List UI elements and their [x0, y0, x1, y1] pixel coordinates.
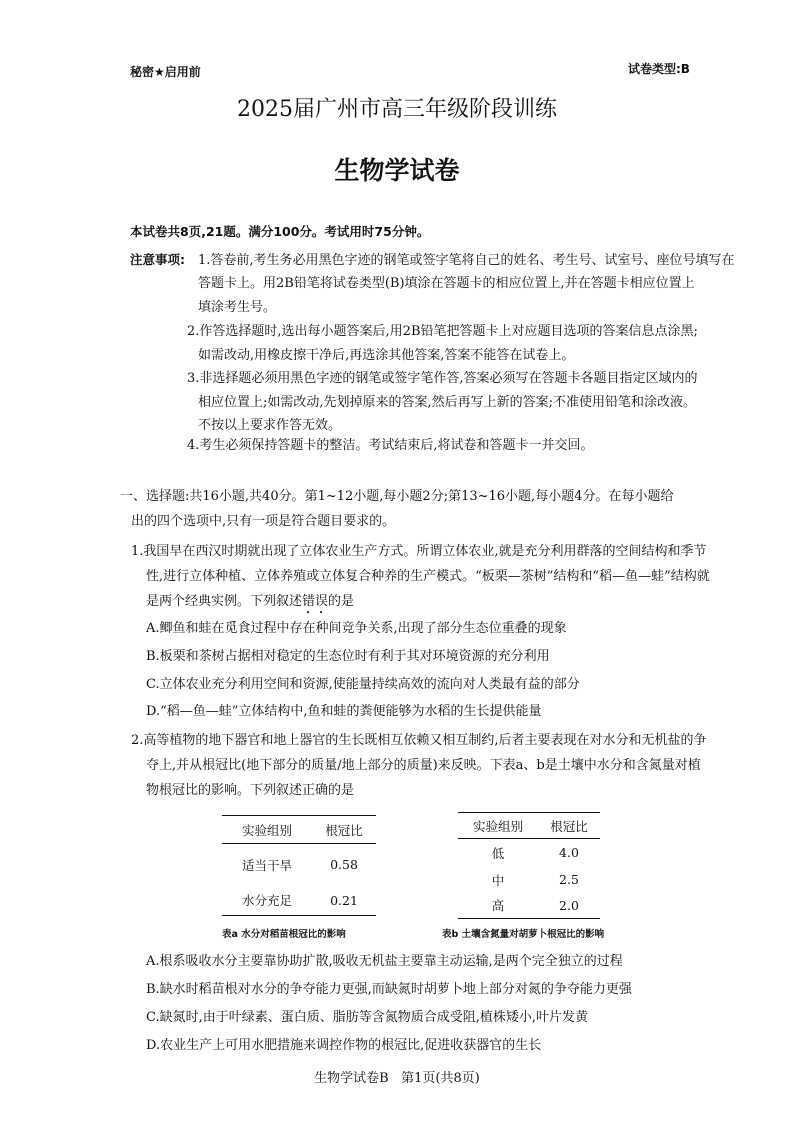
question-1-stem: 是两个经典实例。下列叙述错误的是: [146, 594, 355, 609]
table-a: [222, 815, 376, 916]
question-2-stem: 夺上,并从根冠比(地下部分的质量/地上部分的质量)来反映。下表a、b是土壤中水分和含氮量对植: [146, 758, 701, 773]
question-2-stem: 2.高等植物的地下器官和地上器官的生长既相互依赖又相互制约,后者主要表现在对水分和无机盐的争: [131, 733, 707, 748]
confidential-mark: 秘密★启用前: [130, 65, 201, 79]
table-cell: 0.58: [330, 857, 358, 873]
table-header-row: [458, 813, 600, 839]
table-cell: 4.0: [559, 845, 579, 861]
question-1-stem: 性,进行立体种植、立体养殖或立体复合种养的生产模式。“板栗—茶树”结构和“稻—鱼—蛙”结构就: [146, 569, 710, 584]
column-header: 实验组别: [472, 818, 523, 834]
notice-line: 不按以上要求作答无效。: [198, 418, 342, 433]
notice-line: 答题卡上。用2B铅笔将试卷类型(B)填涂在答题卡的相应位置上,并在答题卡相应位置上: [198, 276, 695, 291]
table-row: [222, 844, 376, 886]
question-2-option-b: B.缺水时稻苗根对水分的争夺能力更强,而缺氮时胡萝卜地上部分对氮的争夺能力更强: [146, 982, 632, 997]
question-2-stem: 物根冠比的影响。下列叙述正确的是: [146, 783, 355, 798]
section-heading: 一、选择题:共16小题,共40分。第1~12小题,每小题2分;第13~16小题,每小题4分。在每小题给: [120, 489, 674, 504]
notice-line: 如需改动,用橡皮擦干净后,再选涂其他答案,答案不能答在试卷上。: [198, 348, 575, 363]
question-2-option-a: A.根系吸收水分主要靠协助扩散,吸收无机盐主要靠主动运输,是两个完全独立的过程: [146, 954, 623, 969]
question-2-option-c: C.缺氮时,由于叶绿素、蛋白质、脂肪等含氮物质合成受阻,植株矮小,叶片发黄: [146, 1010, 589, 1025]
table-b: [458, 812, 600, 919]
table-row: [458, 893, 600, 919]
table-cell: 0.21: [330, 892, 358, 908]
notice-line: 4.考生必须保持答题卡的整洁。考试结束后,将试卷和答题卡一并交回。: [187, 438, 594, 453]
table-a-caption: 表a 水分对稻苗根冠比的影响: [222, 929, 346, 940]
table-cell: 适当干旱: [241, 857, 292, 873]
column-header: 实验组别: [241, 822, 292, 838]
paper-type: 试卷类型:B: [628, 62, 690, 76]
table-row: [458, 839, 600, 867]
question-1-option-b: B.板栗和茶树占据相对稳定的生态位时有利于其对环境资源的充分利用: [146, 649, 550, 664]
notice-line: 填涂考生号。: [198, 300, 277, 315]
notice-label: 注意事项:: [130, 252, 185, 267]
table-cell: 2.0: [559, 897, 579, 913]
question-1-option-c: C.立体农业充分利用空间和资源,使能量持续高效的流向对人类最有益的部分: [146, 677, 580, 692]
page-subtitle: 生物学试卷: [334, 156, 460, 185]
table-cell: 高: [491, 898, 505, 914]
table-row: [458, 867, 600, 893]
emphasis-word: 错误: [302, 594, 329, 609]
table-cell: 水分充足: [241, 893, 292, 909]
page-footer: 生物学试卷B 第1页(共8页): [314, 1071, 480, 1086]
table-cell: 中: [491, 872, 505, 888]
question-1-option-d: D.“稻—鱼—蛙”立体结构中,鱼和蛙的粪便能够为水稻的生长提供能量: [146, 704, 542, 719]
table-cell: 2.5: [559, 872, 579, 887]
notice-line: 相应位置上;如需改动,先划掉原来的答案,然后再写上新的答案;不准使用铅笔和涂改液。: [198, 395, 697, 410]
section-heading-cont: 出的四个选项中,只有一项是符合题目要求的。: [131, 514, 396, 529]
notice-line: 3.非选择题必须用黑色字迹的钢笔或签字笔作答,答案必须写在答题卡各题目指定区域内的: [187, 371, 698, 386]
notice-line: 1.答卷前,考生务必用黑色字迹的钢笔或签字笔将自己的姓名、考生号、试室号、座位号填写在: [198, 253, 735, 268]
intro-line: 本试卷共8页,21题。满分100分。考试用时75分钟。: [130, 224, 430, 239]
question-2-option-d: D.农业生产上可用水肥措施来调控作物的根冠比,促进收获器官的生长: [146, 1038, 542, 1053]
column-header: 根冠比: [325, 822, 363, 838]
notice-line: 2.作答选择题时,选出每小题答案后,用2B铅笔把答题卡上对应题目选项的答案信息点涂黑;: [187, 324, 698, 339]
table-row: [222, 886, 376, 916]
table-header-row: [222, 816, 376, 844]
question-1-option-a: A.鲫鱼和蛙在觅食过程中存在种间竞争关系,出现了部分生态位重叠的现象: [146, 621, 567, 636]
table-cell: 低: [491, 845, 505, 861]
column-header: 根冠比: [550, 818, 588, 834]
page-title: 2025届广州市高三年级阶段训练: [237, 97, 557, 122]
question-1-stem: 1.我国早在西汉时期就出现了立体农业生产方式。所谓立体农业,就是充分利用群落的空间结构和季节: [131, 544, 707, 559]
table-b-caption: 表b 土壤含氮量对胡萝卜根冠比的影响: [442, 929, 605, 940]
